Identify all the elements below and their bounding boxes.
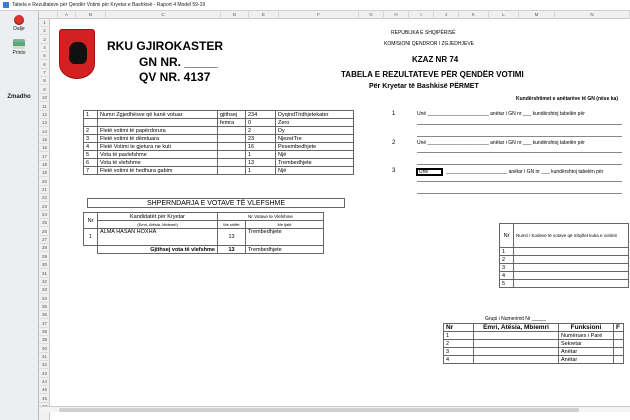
row-header[interactable]: 44 bbox=[39, 378, 50, 386]
summary-gender bbox=[218, 143, 246, 151]
objection-nr: 2 bbox=[392, 140, 396, 146]
row-header[interactable]: 17 bbox=[39, 153, 50, 161]
office-name: RKU GJIROKASTER bbox=[107, 39, 224, 53]
group-sign[interactable] bbox=[614, 356, 624, 364]
row-header[interactable]: 12 bbox=[39, 111, 50, 119]
group-name[interactable] bbox=[474, 356, 559, 364]
summary-words: Një bbox=[276, 167, 354, 175]
summary-value[interactable]: 234 bbox=[246, 111, 276, 119]
report-subtitle: Për Kryetar të Bashkisë PËRMET bbox=[369, 83, 479, 90]
row-header[interactable]: 14 bbox=[39, 128, 50, 136]
republic-label: REPUBLIKA E SHQIPËRISË bbox=[391, 30, 456, 36]
row-header[interactable]: 27 bbox=[39, 236, 50, 244]
row-header[interactable]: 40 bbox=[39, 345, 50, 353]
objection-line bbox=[417, 136, 622, 137]
row-header[interactable]: 29 bbox=[39, 253, 50, 261]
summary-label bbox=[98, 119, 218, 127]
row-header[interactable]: 11 bbox=[39, 103, 50, 111]
summary-words: Zero bbox=[276, 119, 354, 127]
column-header-bar bbox=[39, 11, 630, 19]
row-header[interactable]: 4 bbox=[39, 44, 50, 52]
column-header[interactable]: K bbox=[459, 11, 489, 19]
group-row bbox=[444, 332, 624, 340]
column-header[interactable]: G bbox=[359, 11, 384, 19]
summary-nr: 4 bbox=[84, 143, 98, 151]
row-header[interactable]: 32 bbox=[39, 278, 50, 286]
row-header[interactable]: 20 bbox=[39, 178, 50, 186]
group-name[interactable] bbox=[474, 348, 559, 356]
signatures-title: Kundërshtimet e anëtarëve të GN (nëse ka) bbox=[516, 96, 618, 102]
summary-row bbox=[84, 159, 354, 167]
row-header[interactable]: 31 bbox=[39, 270, 50, 278]
summary-gender: gjithsej bbox=[218, 111, 246, 119]
summary-row bbox=[84, 111, 354, 119]
candidate-name: ALMA HASAN HOXHA bbox=[98, 229, 218, 246]
group-nr: 2 bbox=[444, 340, 474, 348]
group-row bbox=[444, 356, 624, 364]
row-header[interactable]: 26 bbox=[39, 228, 50, 236]
group-sign[interactable] bbox=[614, 340, 624, 348]
codes-col-nr: Nr bbox=[500, 224, 514, 248]
group-col-nr: Nr bbox=[444, 324, 474, 332]
objection-line bbox=[417, 181, 622, 182]
row-header[interactable]: 16 bbox=[39, 144, 50, 152]
row-header[interactable]: 7 bbox=[39, 69, 50, 77]
row-header[interactable]: 46 bbox=[39, 395, 50, 403]
column-header[interactable]: C bbox=[106, 11, 221, 19]
row-header[interactable]: 1 bbox=[39, 19, 50, 27]
group-role: Numërues i Parë bbox=[559, 332, 614, 340]
summary-nr: 5 bbox=[84, 151, 98, 159]
codes-value[interactable] bbox=[514, 264, 629, 272]
summary-gender bbox=[218, 127, 246, 135]
row-header[interactable]: 34 bbox=[39, 295, 50, 303]
summary-label: Fletë Votimi te gjetura ne kuti bbox=[98, 143, 218, 151]
row-header[interactable]: 21 bbox=[39, 186, 50, 194]
summary-label: Fletë votimi të hedhura gabim bbox=[98, 167, 218, 175]
zoom-button[interactable]: Zmadho bbox=[7, 94, 31, 100]
row-header[interactable]: 13 bbox=[39, 119, 50, 127]
codes-value[interactable] bbox=[514, 272, 629, 280]
codes-row bbox=[500, 256, 629, 264]
column-header[interactable]: D bbox=[221, 11, 249, 19]
codes-nr: 5 bbox=[500, 280, 514, 288]
column-header[interactable]: J bbox=[434, 11, 459, 19]
column-header[interactable]: N bbox=[555, 11, 630, 19]
codes-value[interactable] bbox=[514, 280, 629, 288]
votes-col-words: Me fjalë bbox=[246, 221, 324, 229]
row-header[interactable]: 15 bbox=[39, 136, 50, 144]
summary-value[interactable]: 16 bbox=[246, 143, 276, 151]
summary-words: Dy bbox=[276, 127, 354, 135]
albania-emblem-icon bbox=[59, 29, 95, 79]
row-header[interactable]: 6 bbox=[39, 61, 50, 69]
group-col-role: Funksioni bbox=[559, 324, 614, 332]
column-header[interactable]: L bbox=[489, 11, 519, 19]
column-header[interactable]: H bbox=[384, 11, 409, 19]
objection-text[interactable]: Unë ______________________ anëtar i GN nr ___ kundërshtoj tabelën për bbox=[417, 111, 585, 117]
summary-label: Fletë votimi të papërdorura bbox=[98, 127, 218, 135]
group-sign[interactable] bbox=[614, 332, 624, 340]
summary-nr bbox=[84, 119, 98, 127]
summary-value[interactable]: 13 bbox=[246, 159, 276, 167]
objection-line bbox=[417, 193, 622, 194]
summary-row bbox=[84, 143, 354, 151]
codes-nr: 3 bbox=[500, 264, 514, 272]
qv-number: QV NR. 4137 bbox=[139, 70, 211, 84]
horizontal-scrollbar[interactable] bbox=[39, 406, 630, 412]
row-header[interactable]: 2 bbox=[39, 27, 50, 35]
scrollbar-thumb[interactable] bbox=[59, 408, 579, 412]
row-header[interactable]: 19 bbox=[39, 169, 50, 177]
row-header[interactable]: 35 bbox=[39, 303, 50, 311]
printer-icon bbox=[13, 39, 25, 49]
objection-line bbox=[417, 124, 622, 125]
kzaz-label: KZAZ NR 74 bbox=[412, 55, 459, 64]
print-button[interactable] bbox=[2, 39, 36, 56]
group-col-name: Emri, Atësia, Mbiemri bbox=[474, 324, 559, 332]
group-row bbox=[444, 348, 624, 356]
group-row bbox=[444, 340, 624, 348]
total-votes: 13 bbox=[218, 246, 246, 254]
group-role: Anëtar bbox=[559, 348, 614, 356]
row-header[interactable]: 41 bbox=[39, 353, 50, 361]
row-header[interactable]: 28 bbox=[39, 244, 50, 252]
group-sign[interactable] bbox=[614, 348, 624, 356]
row-header[interactable]: 33 bbox=[39, 286, 50, 294]
votes-col-candidates: Kandidatët për Kryetar bbox=[98, 213, 218, 221]
codes-col-label: Numri i Kodeve të votave që mbyllet kutia e votimit bbox=[514, 224, 629, 248]
group-role: Anëtar bbox=[559, 356, 614, 364]
summary-words: Një bbox=[276, 151, 354, 159]
objection-nr: 1 bbox=[392, 111, 396, 117]
codes-row bbox=[500, 264, 629, 272]
row-header[interactable]: 25 bbox=[39, 219, 50, 227]
summary-gender: femra bbox=[218, 119, 246, 127]
group-role: Sekretar bbox=[559, 340, 614, 348]
summary-label: Numri Zgjedhësve që kanë votuar bbox=[98, 111, 218, 119]
codes-row bbox=[500, 280, 629, 288]
window-title: Tabela e Rezultateve për Qendër Votimi për Kryetar e Bashkisë - Raport 4 Model 59-19 bbox=[12, 2, 206, 8]
summary-gender bbox=[218, 159, 246, 167]
summary-table bbox=[83, 110, 354, 175]
column-header[interactable]: B bbox=[76, 11, 106, 19]
group-col-sign: F bbox=[614, 324, 624, 332]
column-header[interactable]: F bbox=[279, 11, 359, 19]
row-header[interactable]: 5 bbox=[39, 52, 50, 60]
objection-line bbox=[417, 164, 622, 165]
codes-nr: 4 bbox=[500, 272, 514, 280]
summary-row bbox=[84, 135, 354, 143]
summary-row bbox=[84, 151, 354, 159]
summary-nr: 7 bbox=[84, 167, 98, 175]
candidate-votes-words: Trembedhjete bbox=[246, 229, 324, 246]
codes-row bbox=[500, 248, 629, 256]
row-header[interactable]: 42 bbox=[39, 361, 50, 369]
votes-col-candidates-sub: (Emri, Atësia, Mbiemri) bbox=[98, 221, 218, 229]
group-nr: 4 bbox=[444, 356, 474, 364]
column-header[interactable]: E bbox=[249, 11, 279, 19]
summary-value[interactable]: 1 bbox=[246, 151, 276, 159]
summary-value[interactable]: 0 bbox=[246, 119, 276, 127]
group-name[interactable] bbox=[474, 340, 559, 348]
column-header[interactable]: A bbox=[58, 11, 76, 19]
summary-words: DyqindTridhjetekater bbox=[276, 111, 354, 119]
summary-gender bbox=[218, 151, 246, 159]
row-header[interactable]: 18 bbox=[39, 161, 50, 169]
row-header[interactable]: 45 bbox=[39, 386, 50, 394]
exit-button[interactable] bbox=[2, 15, 36, 32]
sidebar bbox=[0, 11, 39, 420]
vote-section-title: SHPERNDARJA E VOTAVE TË VLEFSHME bbox=[87, 198, 345, 208]
row-header[interactable]: 22 bbox=[39, 194, 50, 202]
row-header[interactable]: 9 bbox=[39, 86, 50, 94]
row-header[interactable]: 23 bbox=[39, 203, 50, 211]
group-nr: 1 bbox=[444, 332, 474, 340]
print-label: Printo bbox=[12, 50, 26, 56]
summary-value[interactable]: 2 bbox=[246, 127, 276, 135]
objection-line bbox=[417, 152, 622, 153]
codes-value[interactable] bbox=[514, 256, 629, 264]
row-header[interactable]: 36 bbox=[39, 311, 50, 319]
group-caption: Grupi i Numerimit Nr _____ bbox=[485, 316, 546, 322]
window-titlebar bbox=[0, 0, 630, 11]
exit-icon bbox=[14, 15, 24, 25]
total-votes-words: Trembedhjete bbox=[246, 246, 324, 254]
objection-nr: 3 bbox=[392, 168, 396, 174]
group-nr: 3 bbox=[444, 348, 474, 356]
codes-row bbox=[500, 272, 629, 280]
spreadsheet[interactable] bbox=[39, 11, 630, 420]
row-header[interactable]: 8 bbox=[39, 77, 50, 85]
summary-nr: 1 bbox=[84, 111, 98, 119]
gn-number: GN NR. _____ bbox=[139, 55, 218, 69]
summary-gender bbox=[218, 167, 246, 175]
row-header[interactable]: 24 bbox=[39, 211, 50, 219]
summary-row bbox=[84, 127, 354, 135]
codes-nr: 1 bbox=[500, 248, 514, 256]
votes-table bbox=[83, 212, 324, 254]
summary-words: Trembedhjete bbox=[276, 159, 354, 167]
summary-value[interactable]: 1 bbox=[246, 167, 276, 175]
row-header-bar bbox=[39, 19, 50, 420]
app-icon bbox=[3, 2, 9, 8]
summary-label: Vota të pavlefshme bbox=[98, 151, 218, 159]
summary-nr: 3 bbox=[84, 135, 98, 143]
summary-nr: 6 bbox=[84, 159, 98, 167]
objection-text[interactable]: ______________________ anëtar i GN nr ___ kundërshtoj tabelën për bbox=[446, 169, 604, 175]
commission-label: KOMISIONI QENDROR I ZGJEDHJEVE bbox=[384, 41, 475, 47]
votes-col-digits: Me shifër bbox=[218, 221, 246, 229]
report-title: TABELA E REZULTATEVE PËR QENDËR VOTIMI bbox=[341, 70, 524, 79]
summary-words: NjezetTre bbox=[276, 135, 354, 143]
row-header[interactable]: 38 bbox=[39, 328, 50, 336]
total-label: Gjithsej vota të vlefshme bbox=[98, 246, 218, 254]
exit-label: Dalje bbox=[13, 26, 25, 32]
summary-words: Pesembedhjete bbox=[276, 143, 354, 151]
summary-row bbox=[84, 119, 354, 127]
summary-gender bbox=[218, 135, 246, 143]
objection-prefix: Unë bbox=[419, 169, 429, 175]
codes-nr: 2 bbox=[500, 256, 514, 264]
group-table bbox=[443, 323, 624, 364]
row-header[interactable]: 10 bbox=[39, 94, 50, 102]
group-name[interactable] bbox=[474, 332, 559, 340]
row-header[interactable]: 39 bbox=[39, 336, 50, 344]
votes-col-nr: Nr bbox=[84, 213, 98, 229]
codes-value[interactable] bbox=[514, 248, 629, 256]
column-header[interactable]: I bbox=[409, 11, 434, 19]
summary-label: Fletë votimi të dëmtuara bbox=[98, 135, 218, 143]
row-header[interactable]: 3 bbox=[39, 36, 50, 44]
row-header[interactable]: 30 bbox=[39, 261, 50, 269]
summary-label: Vota të vlefshme bbox=[98, 159, 218, 167]
summary-nr: 2 bbox=[84, 127, 98, 135]
candidate-votes[interactable]: 13 bbox=[218, 229, 246, 246]
votes-col-valid: Nr Votave te Vlefshme bbox=[218, 213, 324, 221]
summary-value[interactable]: 23 bbox=[246, 135, 276, 143]
objection-text[interactable]: Unë ______________________ anëtar i GN nr ___ kundërshtoj tabelën për bbox=[417, 140, 585, 146]
codes-table bbox=[499, 223, 629, 288]
candidate-nr: 1 bbox=[84, 229, 98, 246]
row-header[interactable]: 43 bbox=[39, 370, 50, 378]
column-header[interactable]: M bbox=[519, 11, 555, 19]
row-header[interactable]: 37 bbox=[39, 320, 50, 328]
summary-row bbox=[84, 167, 354, 175]
